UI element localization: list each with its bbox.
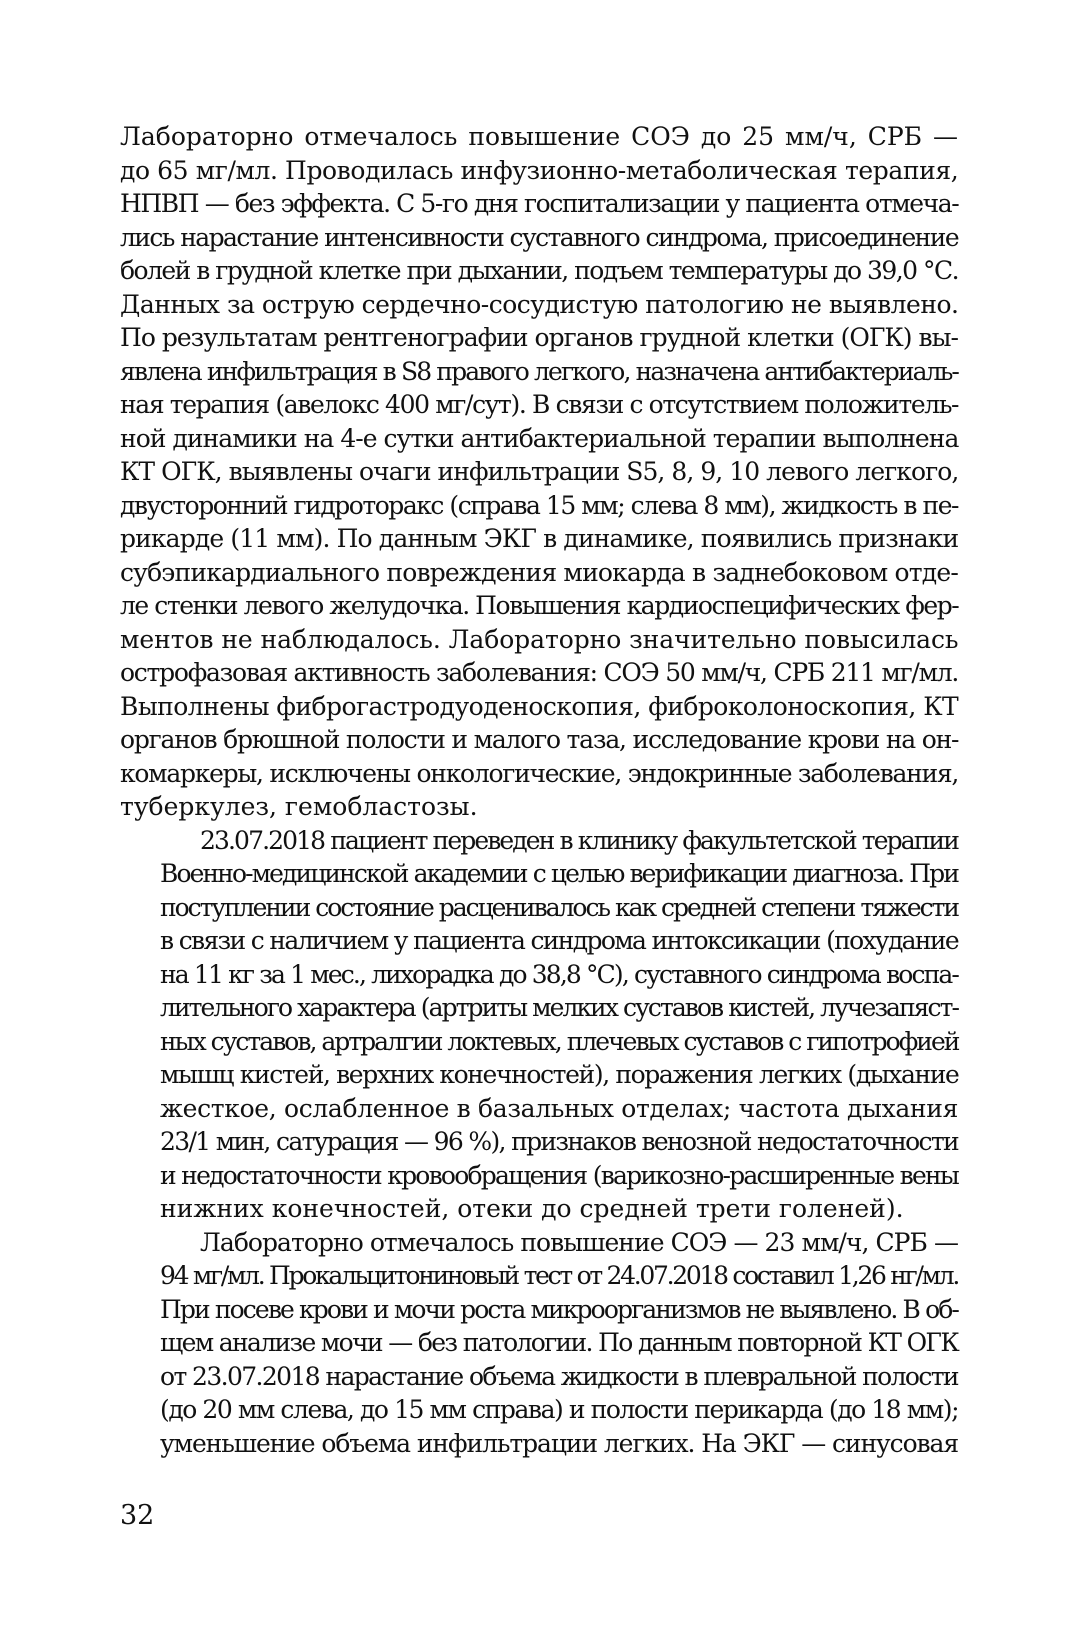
page-number: 32 bbox=[120, 1500, 155, 1531]
text-line: туберкулез, гемобластозы. bbox=[120, 792, 478, 821]
text-line: на 11 кг за 1 мес., лихорадка до 38,8 °С), суставного синдрома воспа- bbox=[160, 959, 958, 989]
text-line: 23.07.2018 пациент переведен в клинику факультетской терапии bbox=[200, 825, 958, 855]
text-line: При посеве крови и мочи роста микроорганизмов не выявлено. В об- bbox=[160, 1294, 958, 1324]
text-line: комаркеры, исключены онкологические, эндокринные заболевания, bbox=[120, 758, 959, 788]
text-line: КТ ОГК, выявлены очаги инфильтрации S5, 8, 9, 10 левого легкого, bbox=[120, 457, 959, 486]
text-line: лись нарастание интенсивности суставного синдрома, присоединение bbox=[120, 222, 959, 252]
text-line: НПВП — без эффекта. С 5-го дня госпитализации у пациента отмеча- bbox=[120, 189, 959, 218]
text-line: от 23.07.2018 нарастание объема жидкости в плевральной полости bbox=[160, 1361, 958, 1391]
text-line: двусторонний гидроторакс (справа 15 мм; слева 8 мм), жидкость в пе- bbox=[120, 490, 958, 520]
text-line: уменьшение объема инфильтрации легких. На ЭКГ — синусовая bbox=[160, 1428, 959, 1458]
text-line: органов брюшной полости и малого таза, исследование крови на он- bbox=[120, 725, 959, 754]
text-line: рикарде (11 мм). По данным ЭКГ в динамике, появились признаки bbox=[120, 524, 959, 553]
paragraph bbox=[120, 120, 958, 824]
text-line: ментов не наблюдалось. Лабораторно значительно повысилась bbox=[120, 624, 959, 654]
text-line: Лабораторно отмечалось повышение СОЭ до 25 мм/ч, СРБ — bbox=[120, 122, 958, 151]
text-line: болей в грудной клетке при дыхании, подъем температуры до 39,0 °С. bbox=[120, 256, 958, 285]
paragraph bbox=[120, 824, 958, 1226]
text-line: нижних конечностей, отеки до средней трети голеней). bbox=[160, 1194, 904, 1223]
text-line: в связи с наличием у пациента синдрома интоксикации (похудание bbox=[160, 926, 958, 955]
text-line: Данных за острую сердечно-сосудистую патологию не выявлено. bbox=[120, 289, 959, 319]
body-text bbox=[120, 120, 958, 1460]
text-line: По результатам рентгенографии органов грудной клетки (ОГК) вы- bbox=[120, 323, 958, 352]
text-line: (до 20 мм слева, до 15 мм справа) и полости перикарда (до 18 мм); bbox=[160, 1395, 959, 1424]
text-line: 94 мг/мл. Прокальцитониновый тест от 24.07.2018 составил 1,26 нг/мл. bbox=[160, 1261, 958, 1290]
text-line: щем анализе мочи — без патологии. По данным повторной КТ ОГК bbox=[160, 1328, 958, 1357]
text-line: и недостаточности кровообращения (варикозно-расширенные вены bbox=[160, 1160, 958, 1190]
text-line: острофазовая активность заболевания: СОЭ 50 мм/ч, СРБ 211 мг/мл. bbox=[120, 658, 959, 687]
text-line: ле стенки левого желудочка. Повышения кардиоспецифических фер- bbox=[120, 591, 959, 620]
text-line: Выполнены фиброгастродуоденоскопия, фиброколоноскопия, КТ bbox=[120, 691, 959, 721]
text-line: ной динамики на 4-е сутки антибактериальной терапии выполнена bbox=[120, 423, 959, 453]
text-line: до 65 мг/мл. Проводилась инфузионно-метаболическая терапия, bbox=[120, 155, 959, 185]
text-line: мышц кистей, верхних конечностей), поражения легких (дыхание bbox=[160, 1060, 959, 1089]
text-line: ная терапия (авелокс 400 мг/сут). В связи с отсутствием положитель- bbox=[120, 390, 959, 419]
text-line: явлена инфильтрация в S8 правого легкого, назначена антибактериаль- bbox=[120, 356, 958, 386]
text-line: Военно-медицинской академии с целью верификации диагноза. При bbox=[160, 859, 958, 888]
text-line: ных суставов, артралгии локтевых, плечевых суставов с гипотрофией bbox=[160, 1026, 959, 1056]
paragraph bbox=[120, 1226, 958, 1461]
text-line: субэпикардиального повреждения миокарда в заднебоковом отде- bbox=[120, 557, 958, 587]
text-line: лительного характера (артриты мелких суставов кистей, лучезапяст- bbox=[160, 993, 959, 1022]
text-line: 23/1 мин, сатурация — 96 %), признаков венозной недостаточности bbox=[160, 1127, 958, 1156]
text-line: Лабораторно отмечалось повышение СОЭ — 23 мм/ч, СРБ — bbox=[200, 1227, 958, 1257]
text-line: поступлении состояние расценивалось как средней степени тяжести bbox=[160, 892, 958, 922]
text-line: жесткое, ослабленное в базальных отделах; частота дыхания bbox=[160, 1093, 959, 1123]
